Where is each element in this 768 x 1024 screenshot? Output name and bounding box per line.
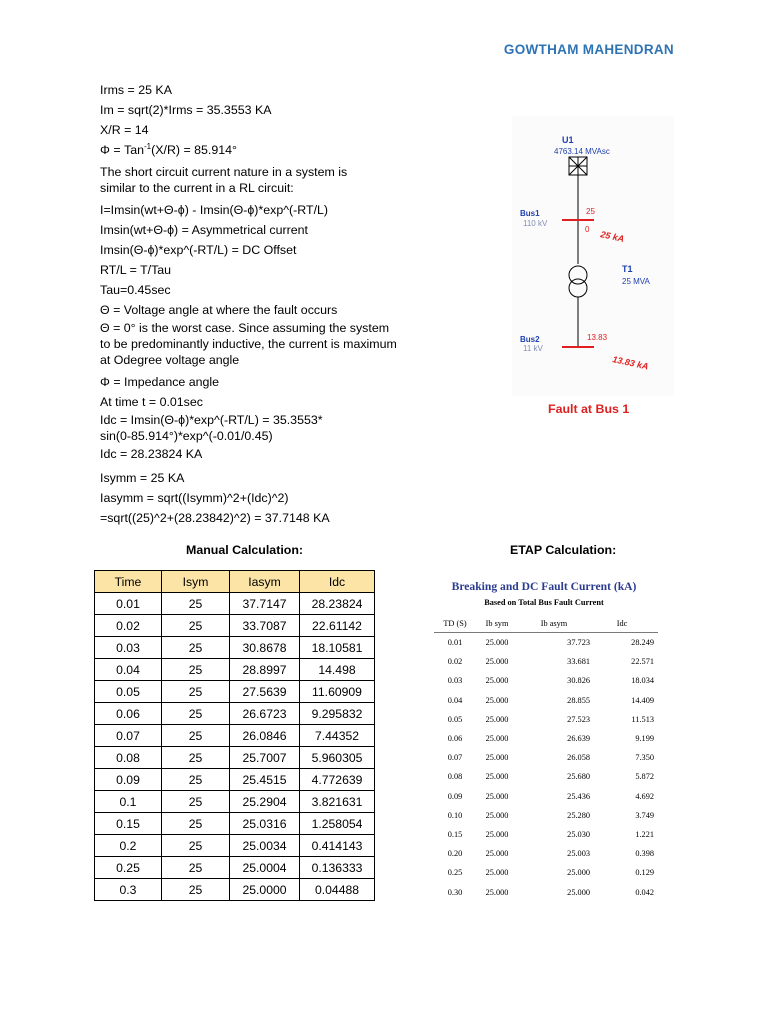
table-cell: 0.09 [447,791,463,801]
table-cell: 25.030 [567,829,590,839]
table-cell: 25.000 [485,753,509,763]
col-header-idc: Idc [300,571,375,593]
table-cell: 25 [162,747,230,769]
calc-line: At time t = 0.01sec [100,395,203,409]
table-cell: 25.2904 [230,791,300,813]
table-cell: 25 [162,659,230,681]
etap-report [428,580,660,902]
table-cell: 25.000 [485,734,509,744]
table-header-row [95,571,375,593]
table-cell: 3.749 [635,810,654,820]
table-cell: 25 [162,769,230,791]
table-cell: 25 [162,857,230,879]
table-cell: 22.61142 [300,615,375,637]
table-cell: 33.7087 [230,615,300,637]
table-cell: 0.10 [447,810,463,820]
table-row [434,806,658,825]
table-cell: 0.25 [447,868,463,878]
calc-line: to be predominantly inductive, the current is maximum [100,337,397,351]
table-cell: 25.0000 [230,879,300,901]
table-cell: 0.398 [635,849,654,859]
table-cell: 25.0316 [230,813,300,835]
utility-source-icon [569,157,587,175]
calc-line: Imsin(wt+Θ-ϕ) = Asymmetrical current [100,223,308,237]
author-name: GOWTHAM MAHENDRAN [503,42,674,57]
etap-table [434,617,658,902]
etap-calc-title: ETAP Calculation: [510,543,617,557]
table-row [434,748,658,767]
table-cell: 0.136333 [300,857,375,879]
table-cell: 25 [162,593,230,615]
table-cell: 25.0034 [230,835,300,857]
table-cell: 26.058 [567,753,590,763]
table-row [95,593,375,615]
table-row [95,681,375,703]
col-header-isym: Isym [162,571,230,593]
table-cell: 25.000 [567,887,590,897]
table-cell: 0.30 [447,887,463,897]
calc-line: at Odegree voltage angle [100,353,240,367]
table-cell: 0.08 [447,772,463,782]
table-cell: 28.8997 [230,659,300,681]
manual-calc-table [94,570,375,901]
table-cell: 7.350 [635,753,654,763]
calc-line: Imsin(Θ-ϕ)*exp^(-RT/L) = DC Offset [100,243,297,257]
bus2-current: 13.83 [587,333,608,342]
table-cell: 0.04 [95,659,162,681]
table-cell: 5.960305 [300,747,375,769]
table-cell: 0.2 [95,835,162,857]
table-cell: 22.571 [631,657,654,667]
bus2-kv: 11 kV [523,344,543,353]
table-cell: 25 [162,835,230,857]
table-cell: 25.000 [485,868,509,878]
table-cell: 0.3 [95,879,162,901]
table-cell: 5.872 [635,772,654,782]
table-row [95,813,375,835]
table-cell: 3.821631 [300,791,375,813]
table-row [95,637,375,659]
table-cell: 25.000 [485,887,509,897]
calc-line: Idc = Imsin(Θ-ϕ)*exp^(-RT/L) = 35.3553* [100,413,323,427]
t1-label: T1 [622,264,633,274]
table-row [434,633,658,653]
table-cell: 25.0004 [230,857,300,879]
table-cell: 11.60909 [300,681,375,703]
bus1-kv: 110 kV [523,219,548,228]
calc-line: Tau=0.45sec [100,283,171,297]
table-cell: 0.07 [447,753,463,763]
col-header-idc: Idc [590,617,658,633]
table-cell: 0.07 [95,725,162,747]
col-header-time: Time [95,571,162,593]
table-cell: 25.003 [567,849,590,859]
table-cell: 26.0846 [230,725,300,747]
table-row [95,835,375,857]
table-cell: 0.129 [635,868,654,878]
table-cell: 0.15 [95,813,162,835]
table-cell: 25.000 [485,810,509,820]
table-row [434,825,658,844]
table-row [434,844,658,863]
table-cell: 1.258054 [300,813,375,835]
table-cell: 4.692 [635,791,654,801]
table-cell: 26.639 [567,734,590,744]
col-header-ibasym: Ib asym [518,617,590,633]
calc-phi-post: (X/R) = 85.914° [151,143,237,157]
bus2-fault-current: 13.83 kA [611,354,650,372]
table-cell: 25.000 [485,657,509,667]
calculation-text [100,80,440,528]
table-cell: 0.03 [95,637,162,659]
table-cell: 14.498 [300,659,375,681]
table-cell: 7.44352 [300,725,375,747]
table-cell: 27.5639 [230,681,300,703]
table-cell: 9.295832 [300,703,375,725]
table-cell: 18.10581 [300,637,375,659]
calc-phi-sup: -1 [143,141,152,151]
u1-rating: 4763.14 MVAsc [554,147,610,156]
table-cell: 33.681 [567,657,590,667]
table-cell: 0.02 [447,657,463,667]
col-header-td: TD (S) [434,617,476,633]
table-cell: 28.855 [567,695,590,705]
table-cell: 0.01 [447,638,463,648]
table-cell: 30.8678 [230,637,300,659]
table-row [95,769,375,791]
table-cell: 9.199 [635,734,654,744]
manual-calc-title: Manual Calculation: [186,543,304,557]
table-cell: 0.05 [447,714,463,724]
table-cell: 0.042 [635,887,654,897]
table-cell: 0.15 [447,829,463,839]
table-row [95,747,375,769]
fault-caption: Fault at Bus 1 [548,402,630,416]
table-cell: 0.01 [95,593,162,615]
bus1-angle: 0 [585,225,590,234]
table-cell: 25.000 [485,791,509,801]
table-row [95,725,375,747]
calc-line: Φ = Impedance angle [100,375,220,389]
table-cell: 25.4515 [230,769,300,791]
table-header-row [434,617,658,633]
u1-label: U1 [562,135,574,145]
table-cell: 25.436 [567,791,590,801]
table-cell: 0.04488 [300,879,375,901]
table-row [95,879,375,901]
calc-line: RT/L = T/Tau [100,263,172,277]
calc-line: Isymm = 25 KA [100,471,185,485]
calc-line: sin(0-85.914°)*exp^(-0.01/0.45) [100,429,273,443]
bus2-label: Bus2 [520,335,540,344]
table-cell: 25 [162,681,230,703]
col-header-iasym: Iasym [230,571,300,593]
table-cell: 26.6723 [230,703,300,725]
calc-line: Im = sqrt(2)*Irms = 35.3553 KA [100,103,272,117]
table-cell: 25 [162,725,230,747]
calc-line-phi [100,140,440,160]
table-cell: 25.000 [485,849,509,859]
table-cell: 11.513 [631,714,654,724]
table-cell: 0.08 [95,747,162,769]
t1-rating: 25 MVA [622,277,650,286]
calc-line: X/R = 14 [100,123,149,137]
table-cell: 0.03 [447,676,463,686]
calc-phi-pre: Φ = Tan [100,143,144,157]
table-cell: 30.826 [567,676,590,686]
table-cell: 0.09 [95,769,162,791]
table-row [434,767,658,786]
table-cell: 37.7147 [230,593,300,615]
table-cell: 27.523 [567,714,590,724]
table-cell: 37.723 [567,638,590,648]
table-cell: 25.000 [485,714,509,724]
calc-line: =sqrt((25)^2+(28.23842)^2) = 37.7148 KA [100,511,330,525]
table-cell: 0.02 [95,615,162,637]
table-cell: 25 [162,637,230,659]
table-row [434,652,658,671]
table-cell: 4.772639 [300,769,375,791]
table-row [95,615,375,637]
table-cell: 14.409 [631,695,654,705]
table-cell: 25 [162,703,230,725]
transformer-icon [569,266,587,297]
table-cell: 25 [162,879,230,901]
calc-line: The short circuit current nature in a system is [100,165,348,179]
table-cell: 25.000 [485,829,509,839]
table-cell: 25.000 [485,772,509,782]
table-cell: 25.7007 [230,747,300,769]
table-cell: 0.25 [95,857,162,879]
table-cell: 25.000 [485,638,509,648]
table-row [95,857,375,879]
bus1-label: Bus1 [520,209,540,218]
table-row [95,791,375,813]
table-cell: 25 [162,615,230,637]
calc-line: similar to the current in a RL circuit: [100,181,294,195]
table-row [434,691,658,710]
table-cell: 0.1 [95,791,162,813]
table-cell: 0.04 [447,695,463,705]
table-cell: 0.20 [447,849,463,859]
table-row [434,863,658,882]
etap-subheading: Based on Total Bus Fault Current [484,598,604,607]
table-cell: 18.034 [631,676,654,686]
table-row [434,882,658,901]
calc-line: Iasymm = sqrt((Isymm)^2+(Idc)^2) [100,491,289,505]
table-cell: 25.680 [567,772,590,782]
single-line-diagram [512,116,674,396]
table-row [95,703,375,725]
calc-line: Idc = 28.23824 KA [100,447,203,461]
table-row [434,671,658,690]
bus1-current: 25 [586,207,595,216]
table-row [434,729,658,748]
table-cell: 25 [162,813,230,835]
table-cell: 25.000 [485,676,509,686]
bus1-fault-current: 25 kA [599,229,626,244]
table-row [434,787,658,806]
table-cell: 0.06 [447,734,463,744]
calc-line: Θ = 0° is the worst case. Since assuming the system [100,321,390,335]
table-cell: 0.05 [95,681,162,703]
table-cell: 28.249 [631,638,654,648]
table-cell: 0.06 [95,703,162,725]
calc-line: I=Imsin(wt+Θ-ϕ) - Imsin(Θ-ϕ)*exp^(-RT/L) [100,203,329,217]
table-cell: 25.280 [567,810,590,820]
table-cell: 25 [162,791,230,813]
table-cell: 25.000 [485,695,509,705]
table-cell: 25.000 [567,868,590,878]
calc-line: Θ = Voltage angle at where the fault occurs [100,303,338,317]
table-cell: 1.221 [635,829,654,839]
table-row [95,659,375,681]
etap-heading: Breaking and DC Fault Current (kA) [451,580,637,593]
col-header-ibsym: Ib sym [476,617,518,633]
table-cell: 28.23824 [300,593,375,615]
table-cell: 0.414143 [300,835,375,857]
calc-line: Irms = 25 KA [100,83,172,97]
table-row [434,710,658,729]
